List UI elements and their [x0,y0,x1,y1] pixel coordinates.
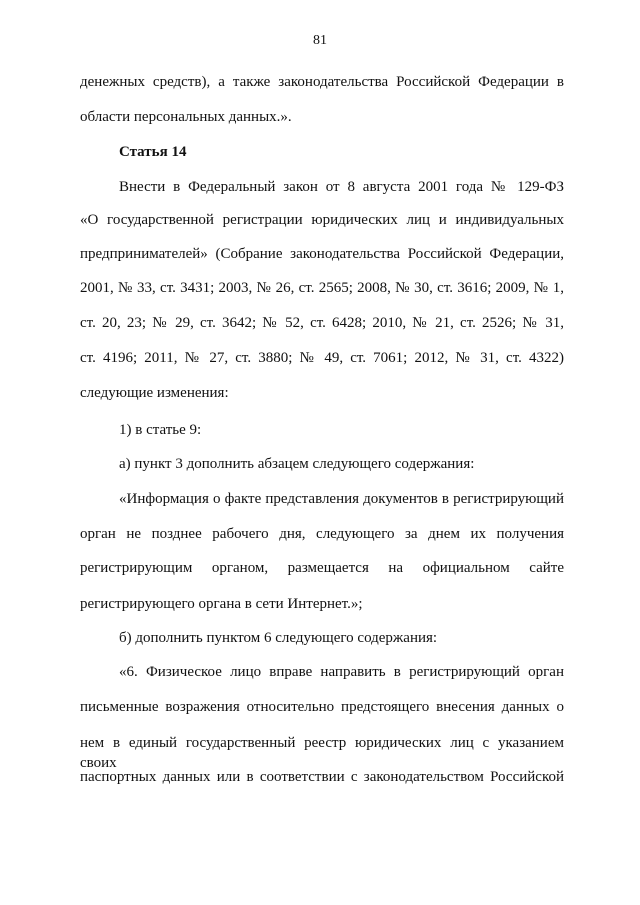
text-line: следующие изменения: [80,385,229,401]
text-line: ст. 4196; 2011, № 27, ст. 3880; № 49, ст. 7061; 2012, № 31, ст. 4322) [80,350,564,366]
text-line: письменные возражения относительно предстоящего внесения данных о [80,699,564,715]
text-line: б) дополнить пунктом 6 следующего содержания: [119,630,438,646]
page-number: 81 [313,33,327,48]
text-line: орган не позднее рабочего дня, следующего за днем их получения [80,526,564,542]
text-line: «О государственной регистрации юридических лиц и индивидуальных [80,212,564,228]
text-line: нем в единый государственный реестр юридических лиц с указанием своих [80,735,564,771]
text-line: 2001, № 33, ст. 3431; 2003, № 26, ст. 2565; 2008, № 30, ст. 3616; 2009, № 1, [80,280,564,296]
text-line: «Информация о факте представления документов в регистрирующий [119,491,564,507]
text-line: «6. Физическое лицо вправе направить в регистрирующий орган [119,664,564,680]
text-line: ст. 20, 23; № 29, ст. 3642; № 52, ст. 6428; 2010, № 21, ст. 2526; № 31, [80,315,564,331]
text-line: области персональных данных.». [80,109,292,125]
text-line: регистрирующего органа в сети Интернет.»; [80,596,363,612]
text-line: регистрирующим органом, размещается на официальном сайте [80,560,564,576]
text-line: паспортных данных или в соответствии с законодательством Российской [80,769,564,785]
text-line: предпринимателей» (Собрание законодательства Российской Федерации, [80,246,564,262]
text-line: Внести в Федеральный закон от 8 августа 2001 года № 129-ФЗ [119,179,564,195]
text-line: а) пункт 3 дополнить абзацем следующего содержания: [119,456,475,472]
article-heading: Статья 14 [119,144,187,160]
text-line: денежных средств), а также законодательства Российской Федерации в [80,74,564,90]
text-line: 1) в статье 9: [119,422,202,438]
